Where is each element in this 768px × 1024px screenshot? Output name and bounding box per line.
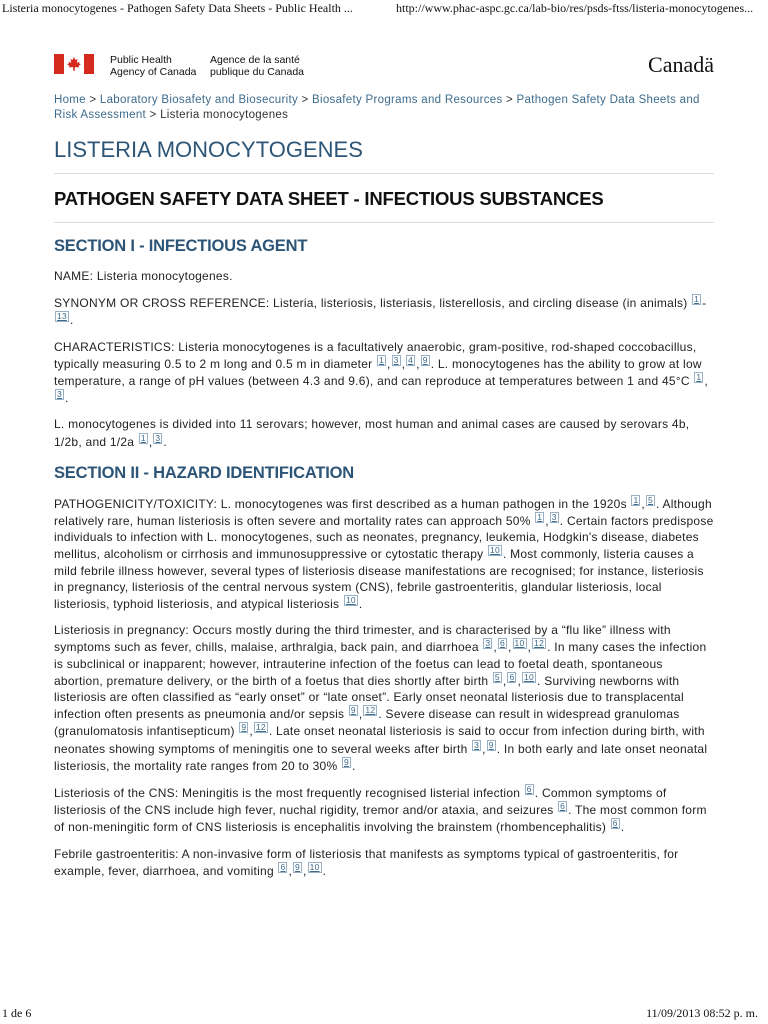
paragraph-text: , [303,863,307,878]
paragraph-text: . [620,820,625,835]
paragraph-text: , [249,724,253,739]
reference-link[interactable]: 5 [648,494,653,505]
paragraph-text: Listeriosis in pregnancy: Occurs mostly during the third trimester, and is characterised by a “flu like” illness with symptoms such as fever, chills, malaise, arthralgia, back pain, and diarrhoea [54,623,671,655]
reference-link[interactable]: 4 [408,354,414,365]
reference-link[interactable]: 9 [241,722,247,733]
paragraph-text: SYNONYM OR CROSS REFERENCE: Listeria, listeriosis, listeriasis, listerellosis, and circling disease (in animals) [54,296,692,311]
sections-container [54,237,714,879]
paragraph-text: Listeriosis of the CNS: Meningitis is the most frequently recognised listerial infection [54,786,524,801]
paragraph-text: PATHOGENICITY/TOXICITY: L. monocytogenes was first described as a human pathogen in the 1920s [54,496,631,511]
breadcrumb-link[interactable]: Pathogen Safety Data Sheets and Risk Assessment [54,94,700,121]
paragraph-text: . Although relatively rare, human listeriosis is often severe and mortality rates can approach 50% [54,496,712,529]
reference-link[interactable]: 10 [345,595,356,606]
paragraph-text: - [702,296,707,311]
section-paragraph [54,495,714,612]
government-banner [54,48,714,84]
paragraph-text: , [517,673,522,688]
paragraph-text: . [64,391,69,406]
paragraph-text: , [401,356,406,371]
print-header-title: Listeria monocytogenes - Pathogen Safety Data Sheets - Public Health ... [2,1,353,15]
divider [54,173,714,174]
section-paragraph [54,268,714,284]
divider [54,222,714,223]
reference-link[interactable]: 10 [524,671,535,682]
breadcrumb-link[interactable]: Home [54,94,86,106]
print-datetime: 11/09/2013 08:52 p. m. [646,1006,758,1020]
reference-link[interactable]: 1 [379,354,384,365]
paragraph-text: , [482,741,486,756]
main-content [54,93,714,889]
paragraph-text: , [148,434,153,449]
section-paragraph [54,784,714,836]
department-name-english[interactable]: Public Health Agency of Canada [110,54,197,78]
paragraph-text: NAME: Listeria monocytogenes. [54,269,233,283]
paragraph-text: , [386,356,391,371]
reference-link[interactable]: 1 [633,494,639,505]
section-paragraph [54,294,714,328]
section-paragraph [54,339,714,407]
breadcrumb-link[interactable]: Biosafety Programs and Resources [312,94,503,106]
reference-link[interactable]: 3 [485,638,491,649]
breadcrumb-separator: > [146,109,161,121]
canada-wordmark: Canadä [648,52,714,77]
reference-link[interactable]: 6 [509,671,515,682]
paragraph-text: . Most commonly, listeria causes a mild febrile illness however, several types of listeriosis disease manifestations are recognised; for instance, listeriosis in pregnancy, listeriosis of the central nervous system (CNS), febrile gastroenteritis, glandular listeriosis, local listeriosis, typhoid listeriosis, and atypical listeriosis [54,547,704,612]
reference-link[interactable]: 6 [612,818,618,829]
reference-link[interactable]: 10 [309,861,320,872]
page-number: 1 de 6 [2,1006,32,1020]
print-header [0,0,768,20]
reference-link[interactable]: 13 [57,311,67,322]
reference-link[interactable]: 10 [490,545,500,556]
paragraph-text: , [416,356,420,371]
paragraph-text: , [502,673,507,688]
section-heading: SECTION I - INFECTIOUS AGENT [54,237,308,255]
reference-link[interactable]: 6 [280,861,286,872]
section-paragraph [54,416,714,449]
paragraph-text: . [351,758,356,773]
reference-link[interactable]: 9 [343,756,349,767]
paragraph-text: . L. monocytogenes has the ability to grow at low temperature, a range of pH values (between 4.3 and 9.6), and can reproduce at temperatures between 1 and 45°C [54,356,702,389]
section-heading: SECTION II - HAZARD IDENTIFICATION [54,463,354,482]
reference-link[interactable]: 5 [494,671,500,682]
reference-link[interactable]: 12 [255,722,266,733]
reference-link[interactable]: 6 [526,784,532,795]
paragraph-text: . Severe disease can result in widespread granulomas (granulomatosis infantisepticum) [54,707,680,739]
paragraph-text: . [322,863,327,878]
breadcrumb [54,93,714,123]
section-paragraph [54,846,714,879]
breadcrumb-separator: > [298,94,313,106]
paragraph-text: , [358,707,363,722]
reference-link[interactable]: 6 [560,801,566,812]
paragraph-text: Febrile gastroenteritis: A non-invasive form of listeriosis that manifests as symptoms typical of gastroenteritis, for example, fever, diarrhoea, and vomiting [54,846,679,878]
reference-link[interactable]: 12 [365,705,376,716]
reference-link[interactable]: 3 [57,389,62,400]
department-name-french[interactable]: Agence de la santé publique du Canada [210,54,304,78]
paragraph-text: . [358,597,363,612]
paragraph-text: . [69,313,74,328]
breadcrumb-current: Listeria monocytogenes [160,109,289,121]
print-header-url: http://www.phac-aspc.gc.ca/lab-bio/res/psds-ftss/listeria-monocytogenes... [396,1,754,15]
paragraph-text: , [545,514,549,529]
reference-link[interactable]: 9 [350,705,356,716]
paragraph-text: , [288,863,293,878]
reference-link[interactable]: 1 [694,294,700,305]
paragraph-text: , [527,640,532,655]
paragraph-text: L. monocytogenes is divided into 11 serovars; however, most human and animal cases are caused by serovars 4b, 1/2b, and 1/2a [54,417,690,449]
paragraph-text: . Surviving newborns with listeriosis are often classified as “early onset” or “late onset”. Early onset neonatal listeriosis due to transplacental infection often presents as pneumonia and/or sepsis [54,673,684,722]
reference-link[interactable]: 10 [514,638,525,649]
reference-link[interactable]: 9 [422,354,428,365]
canada-flag-icon[interactable] [54,54,94,74]
paragraph-text: . In many cases the infection is subclinical or inapparent; however, intrauterine infection of the foetus can lead to foetal death, spontaneous abortion, premature delivery, or the birth of a foetus that dies shortly after birth [54,640,707,688]
paragraph-text: , [704,374,708,389]
reference-link[interactable]: 6 [499,638,505,649]
reference-link[interactable]: 12 [534,638,545,649]
reference-link[interactable]: 1 [696,372,702,383]
print-footer [0,1006,768,1022]
paragraph-text: , [641,496,646,511]
reference-link[interactable]: 3 [155,432,161,443]
paragraph-text: , [493,640,497,655]
reference-link[interactable]: 9 [488,739,494,750]
paragraph-text: . Late onset neonatal listeriosis is said to occur from infection during birth, with neonates showing symptoms of meningitis one to several weeks after birth [54,724,705,756]
breadcrumb-link[interactable]: Laboratory Biosafety and Biosecurity [99,94,299,106]
breadcrumb-separator: > [85,94,100,106]
paragraph-text: . Certain factors predispose individuals to infection with L. monocytogenes, such as neonates, pregnancy, leukemia, Hodgkin's disease, diabetes mellitus, alcoholism or cirrhosis and immunosuppressive or cytostatic therapy [54,514,714,562]
paragraph-text: , [507,640,512,655]
page-title: LISTERIA MONOCYTOGENES [54,137,363,162]
reference-link[interactable]: 3 [474,739,480,750]
section-paragraph [54,622,714,774]
breadcrumb-separator: > [502,94,517,106]
reference-link[interactable]: 1 [140,432,146,443]
paragraph-text: . Common symptoms of listeriosis of the CNS include high fever, nuchal rigidity, tremor and/or ataxia, and seizures [54,786,667,818]
reference-link[interactable]: 3 [551,512,557,523]
reference-link[interactable]: 1 [537,512,543,523]
page-subtitle: PATHOGEN SAFETY DATA SHEET - INFECTIOUS SUBSTANCES [54,188,604,209]
paragraph-text: CHARACTERISTICS: Listeria monocytogenes is a facultatively anaerobic, gram-positive, rod-shaped coccobacillus, typically measuring 0.5 to 2 m long and 0.5 m in diameter [54,339,697,371]
paragraph-text: . [163,434,167,449]
paragraph-text: . The most common form of non-meningitic form of CNS listeriosis is encephalitis involving the brainstem (rhombencephalitis) [54,803,707,835]
reference-link[interactable]: 9 [295,861,301,872]
reference-link[interactable]: 3 [393,354,399,365]
paragraph-text: . In both early and late onset neonatal listeriosis, the mortality rate ranges from 20 to 30% [54,741,708,773]
